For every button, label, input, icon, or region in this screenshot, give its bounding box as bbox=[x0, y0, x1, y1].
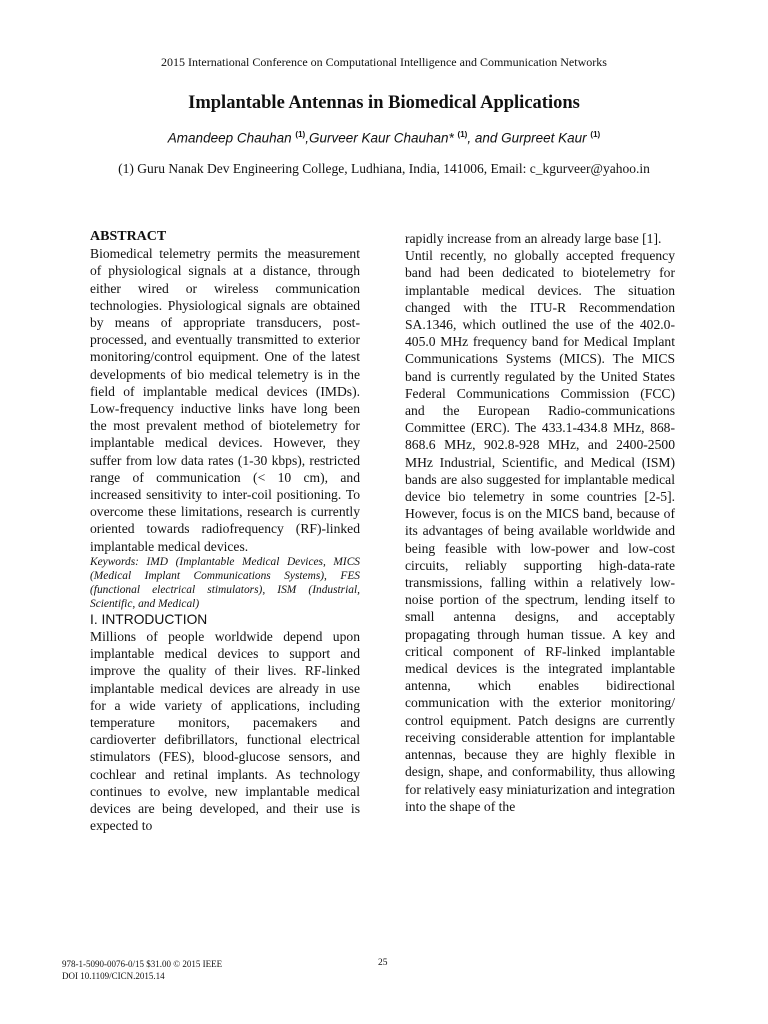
author-name: Gurpreet Kaur bbox=[501, 130, 591, 146]
abstract-heading: ABSTRACT bbox=[90, 229, 167, 244]
footer-publication-info bbox=[62, 958, 222, 982]
page-number: 25 bbox=[378, 958, 388, 968]
footer-isbn: 978-1-5090-0076-0/15 $31.00 © 2015 IEEE bbox=[62, 959, 223, 969]
abstract-body: Biomedical telemetry permits the measurement of physiological signals at a distance, through either wired or wireless communication technologies. Physiological signals are obtained by means of appropriate transducers, post-processed, and eventually transmitted to exterior monitoring/control equipment. One of the latest developments of bio medical telemetry is in the field of implantable medical devices (IMDs). Low-frequency inductive links have long been the most prevalent method of biotelemetry for implantable medical devices. However, they suffer from low data rates (1-30 kbps), restricted range of communication (< 10 cm), and increased sensitivity to inter-coil positioning. To overcome these limitations, research is currently oriented towards radiofrequency (RF)-linked implantable medical devices. bbox=[90, 246, 360, 554]
author-name: Gurveer Kaur Chauhan* bbox=[308, 130, 458, 146]
author-name: Amandeep Chauhan bbox=[167, 130, 296, 146]
paper-title: Implantable Antennas in Biomedical Applications bbox=[188, 93, 580, 113]
left-column bbox=[90, 228, 360, 835]
author-affiliation-mark: (1) bbox=[590, 130, 601, 139]
author-list bbox=[0, 130, 768, 146]
introduction-body-continued: Until recently, no globally accepted frequency band had been dedicated to biotelemetry for implantable medical devices. The situation changed with the ITU-R Recommendation SA.1346, which outlined the use of the 402.0-405.0 MHz frequency band for Medical Implant Communications Systems (MICS). The MICS band is currently regulated by the United States Federal Communications Commission (FCC) and the European Radio-communications Committee (ERC). The 433.1-434.8 MHz, 868-868.6 MHz, 902.8-928 MHz, and 2400-2500 MHz Industrial, Scientific, and Medical (ISM) bands are also suggested for implantable medical device bio telemetry in some countries [2-5]. However, focus is on the MICS band, because of its advantages of being available worldwide and being feasible with low-power and low-cost circuits, reliably supporting high-data-rate transmissions, falling within a relatively low-noise portion of the spectrum, lending itself to small antenna designs, and acceptably propagating through human tissue. A key and critical component of RF-linked implantable medical devices is the integrated implantable antenna, which enables bidirectional communication with the exterior monitoring/ control equipment. Patch designs are currently receiving considerable attention for implantable antennas, because they are highly flexible in design, shape, and conformability, thus allowing for relatively easy miniaturization and integration into the shape of the bbox=[405, 248, 675, 814]
author-separator: , and bbox=[467, 130, 502, 146]
introduction-heading: I. INTRODUCTION bbox=[90, 611, 208, 627]
author-affiliation-mark: (1) bbox=[457, 130, 468, 139]
author-separator: , bbox=[305, 130, 309, 146]
introduction-body: Millions of people worldwide depend upon implantable medical devices to support and improve the quality of their lives. RF-linked implantable medical devices are already in use for a wide variety of applications, including temperature monitors, pacemakers and cardioverter defibrillators, functional electrical stimulators (FES), blood-glucose sensors, and cochlear and retinal implants. As technology continues to evolve, new implantable medical devices are being developed, and their use is expected to bbox=[90, 629, 360, 834]
keywords: Keywords: IMD (Implantable Medical Devices, MICS (Medical Implant Communications Systems), FES (functional electrical stimulators), ISM (Industrial, Scientific, and Medical) bbox=[90, 555, 360, 610]
affiliation: (1) Guru Nanak Dev Engineering College, Ludhiana, India, 141006, Email: c_kgurveer@yahoo.in bbox=[118, 161, 650, 176]
conference-header: 2015 International Conference on Computational Intelligence and Communication Networks bbox=[161, 55, 607, 69]
right-column bbox=[405, 230, 675, 815]
footer-doi: DOI 10.1109/CICN.2015.14 bbox=[62, 971, 165, 981]
introduction-continuation: rapidly increase from an already large base [1]. bbox=[405, 231, 662, 246]
author-affiliation-mark: (1) bbox=[295, 130, 306, 139]
